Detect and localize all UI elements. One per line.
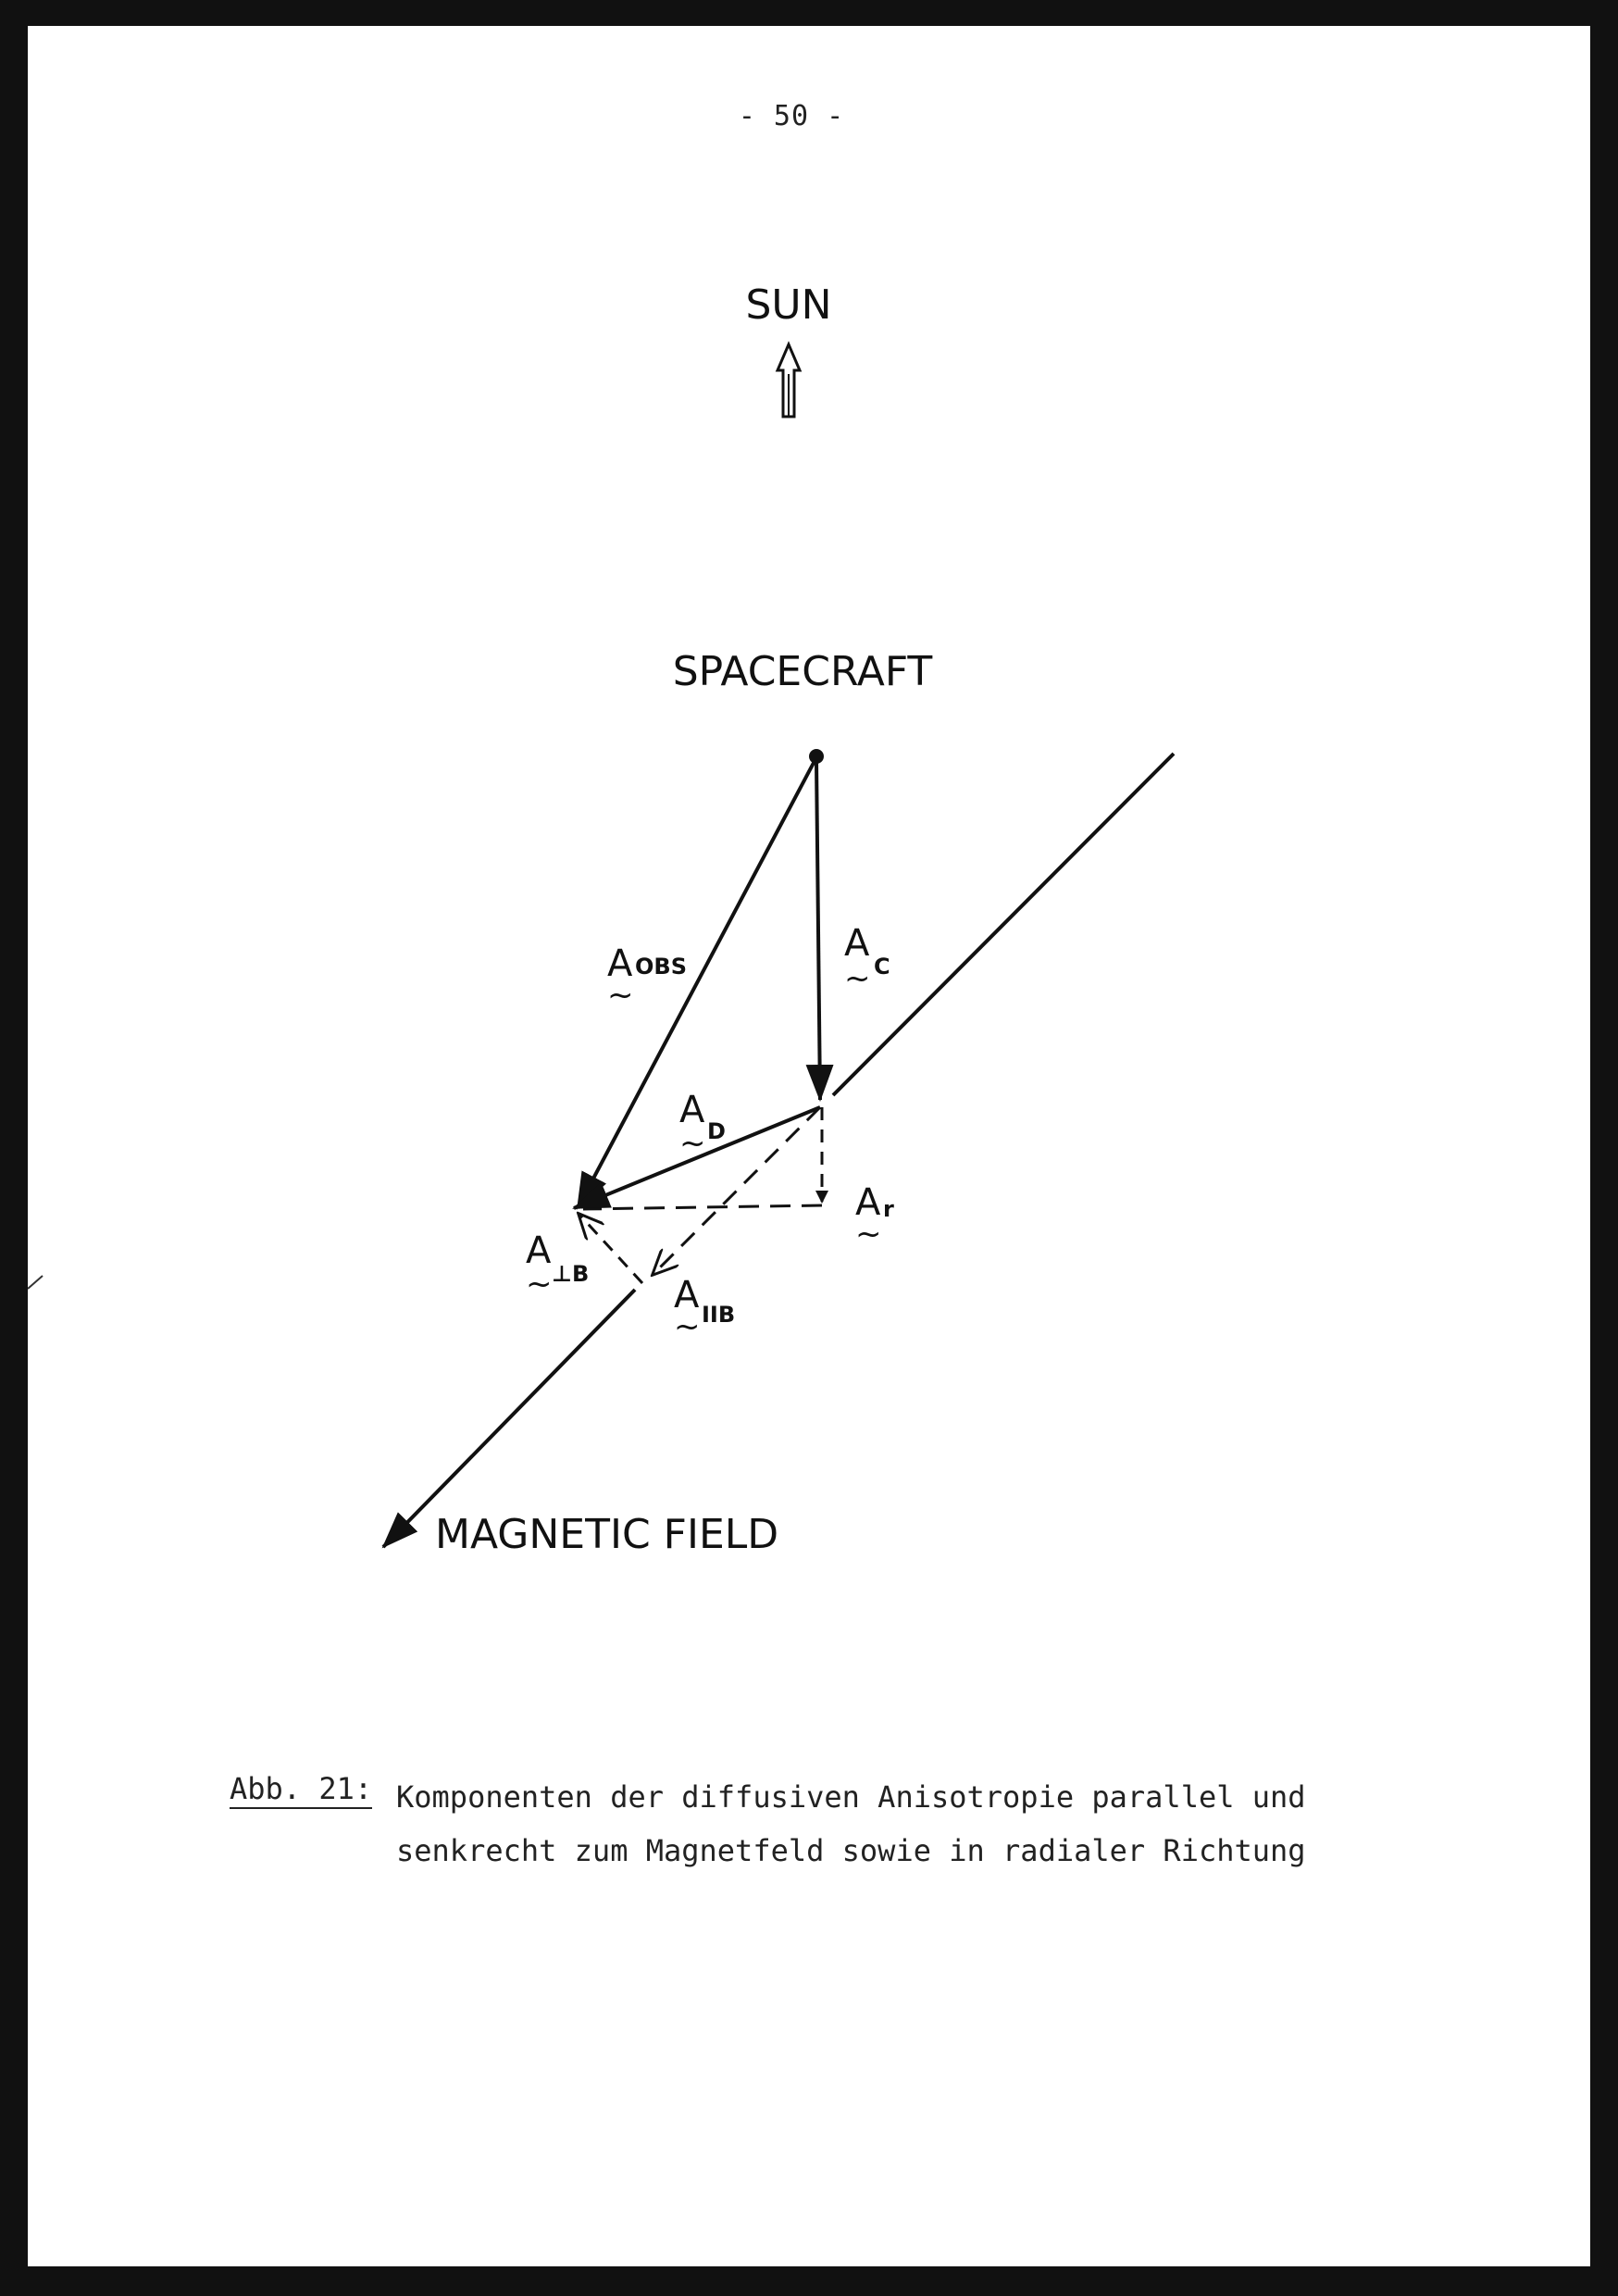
svg-text:A: A — [855, 1181, 881, 1224]
svg-text:D: D — [707, 1118, 726, 1144]
caption-line-2: senkrecht zum Magnetfeld sowie in radialer Richtung — [396, 1833, 1306, 1868]
page-number: - 50 - — [738, 100, 845, 132]
svg-text:A: A — [679, 1089, 705, 1131]
label-a-d — [679, 1089, 726, 1162]
vector-a-par-b — [653, 1107, 820, 1274]
svg-text:A: A — [607, 942, 633, 985]
magnetic-field-line-lower — [383, 1290, 635, 1547]
magnetic-field-label: MAGNETIC FIELD — [435, 1511, 779, 1558]
label-a-obs — [607, 942, 687, 1014]
svg-text:~: ~ — [607, 977, 634, 1014]
svg-text:~: ~ — [674, 1308, 701, 1345]
label-a-par-b — [674, 1274, 735, 1345]
svg-text:r: r — [883, 1196, 894, 1222]
label-a-perp-b — [526, 1229, 589, 1303]
caption-line-1: Komponenten der diffusiven Anisotropie parallel und — [396, 1779, 1306, 1815]
svg-text:~: ~ — [526, 1266, 553, 1303]
sun-arrow-icon — [778, 344, 800, 417]
scan-mark — [28, 1276, 43, 1289]
dashed-horizontal — [583, 1205, 822, 1209]
vector-a-c — [816, 761, 820, 1100]
svg-text:~: ~ — [679, 1125, 706, 1162]
svg-text:A: A — [526, 1229, 552, 1272]
svg-text:OBS: OBS — [635, 954, 687, 980]
svg-text:C: C — [874, 954, 890, 980]
svg-text:A: A — [674, 1274, 700, 1316]
caption-text — [396, 1770, 1461, 1878]
svg-text:A: A — [844, 922, 870, 965]
sun-label: SUN — [745, 281, 832, 329]
label-a-r — [855, 1181, 894, 1253]
label-a-c — [844, 922, 890, 997]
magnetic-field-line-upper — [833, 754, 1174, 1095]
svg-text:IIB: IIB — [702, 1302, 736, 1328]
svg-text:⊥B: ⊥B — [552, 1261, 590, 1287]
caption-ref: Abb. 21: — [230, 1770, 372, 1809]
svg-text:~: ~ — [844, 960, 871, 997]
spacecraft-label: SPACECRAFT — [672, 648, 933, 695]
svg-text:~: ~ — [855, 1216, 882, 1253]
